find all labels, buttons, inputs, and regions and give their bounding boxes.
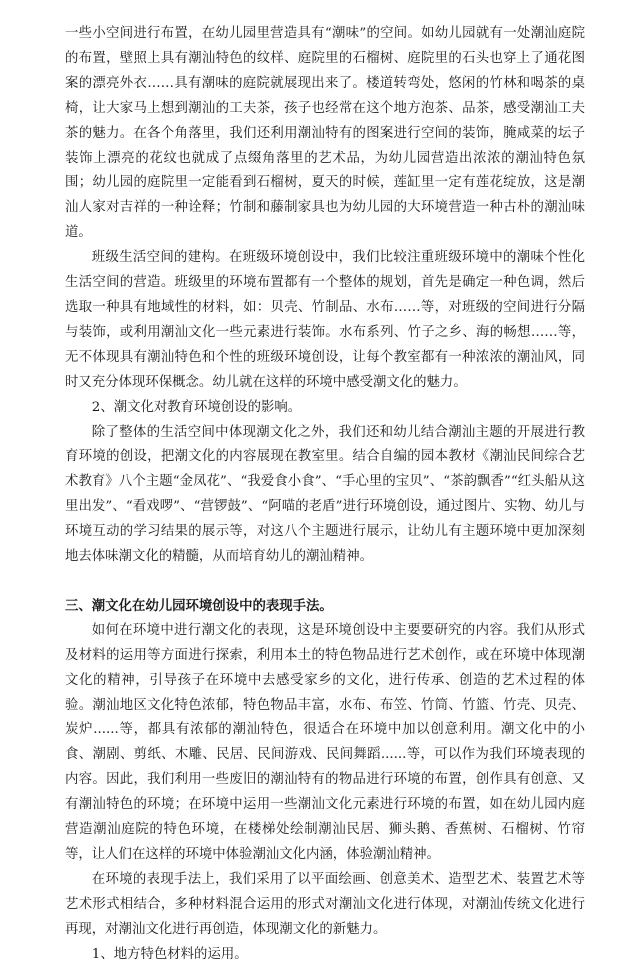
paragraph-class-environment: 班级生活空间的建构。在班级环境创设中，我们比较注重班级环境中的潮味个性化生活空间的营造。班级里的环境布置都有一个整体的规划，首先是确定一种色调，然后选取一种具有地域性的材料，如：贝壳、竹制品、水布……等，对班级的空间进行分隔与装饰，或利用潮汕文化一些元素进行装饰。水布系列、竹子之乡、海的畅想……等，无不体现具有潮汕特色和个性的班级环境创设，让每个教室都有一种浓浓的潮汕风，同时又充分体现环保概念。幼儿就在这样的环境中感受潮文化的魅力。 [65, 250, 585, 390]
section-heading: 三、潮文化在幼儿园环境创设中的表现手法。 [65, 597, 333, 614]
subheading-local-materials: 1、地方特色材料的运用。 [91, 946, 248, 962]
subheading-influence: 2、潮文化对教育环境创设的影响。 [91, 399, 302, 415]
paragraph-spaces-layout: 一些小空间进行布置，在幼儿园里营造具有“潮味”的空间。如幼儿园就有一处潮汕庭院的布置，壁照上具有潮汕特色的纹样、庭院里的石榴树、庭院里的石头也穿上了通花图案的漂亮外衣……具有潮味的庭院就展现出来了。楼道转弯处，悠闲的竹林和喝茶的桌椅，让大家马上想到潮汕的工夫茶，孩子也经常在这个地方泡茶、品茶，感受潮汕工夫茶的魅力。在各个角落里，我们还利用潮汕特有的图案进行空间的装饰，腌咸菜的坛子装饰上漂亮的花纹也就成了点缀角落里的艺术品，为幼儿园营造出浓浓的潮汕特色氛围；幼儿园的庭院里一定能看到石榴树，夏天的时候，莲缸里一定有莲花绽放，这是潮汕人家对吉祥的一种诠释；竹制和藤制家具也为幼儿园的大环境营造一种古朴的潮汕味道。 [65, 26, 585, 241]
document-page [65, 22, 585, 968]
paragraph-art-forms: 在环境的表现手法上，我们采用了以平面绘画、创意美术、造型艺术、装置艺术等艺术形式相结合，多种材料混合运用的形式对潮汕文化进行体现，对潮汕传统文化进行再现，对潮汕文化进行再创造，体现潮文化的新魅力。 [65, 871, 585, 937]
paragraph-expression-methods: 如何在环境中进行潮文化的表现，这是环境创设中主要要研究的内容。我们从形式及材料的运用等方面进行探索，利用本土的特色物品进行艺术创作，或在环境中体现潮文化的精神，引导孩子在环境中去感受家乡的文化，进行传承、创造的艺术过程的体验。潮汕地区文化特色浓郁，特色物品丰富，水布、布笠、竹筒、竹篮、竹壳、贝壳、炭炉......等，都具有浓郁的潮汕特色，很适合在环境中加以创意利用。潮文化中的小食、潮剧、剪纸、木雕、民居、民间游戏、民间舞蹈......等，可以作为我们环境表现的内容。因此，我们利用一些废旧的潮汕特有的物品进行环境的布置，创作具有创意、又有潮汕特色的环境；在环境中运用一些潮汕文化元素进行环境的布置，如在幼儿园内庭营造潮汕庭院的特色环境，在楼梯处绘制潮汕民居、狮头鹅、香蕉树、石榴树、竹帘等，让人们在这样的环境中体验潮汕文化内涵，体验潮汕精神。 [65, 622, 585, 862]
paragraph-education-environment: 除了整体的生活空间中体现潮文化之外，我们还和幼儿结合潮汕主题的开展进行教育环境的创设，把潮文化的内容展现在教室里。结合自编的园本教材《潮汕民间综合艺术教育》八个主题“金凤花”、“我爱食小食”、“手心里的宝贝”、“茶韵飘香”“红头船从这里出发”、“看戏啰”、“营锣鼓”、“阿喵的老盾”进行环境创设，通过图片、实物、幼儿与环境互动的学习结果的展示等，对这八个主题进行展示，让幼儿有主题环境中更加深刻地去体味潮文化的精髓，从而培育幼儿的潮汕精神。 [65, 424, 585, 565]
section-spacer [65, 570, 585, 584]
